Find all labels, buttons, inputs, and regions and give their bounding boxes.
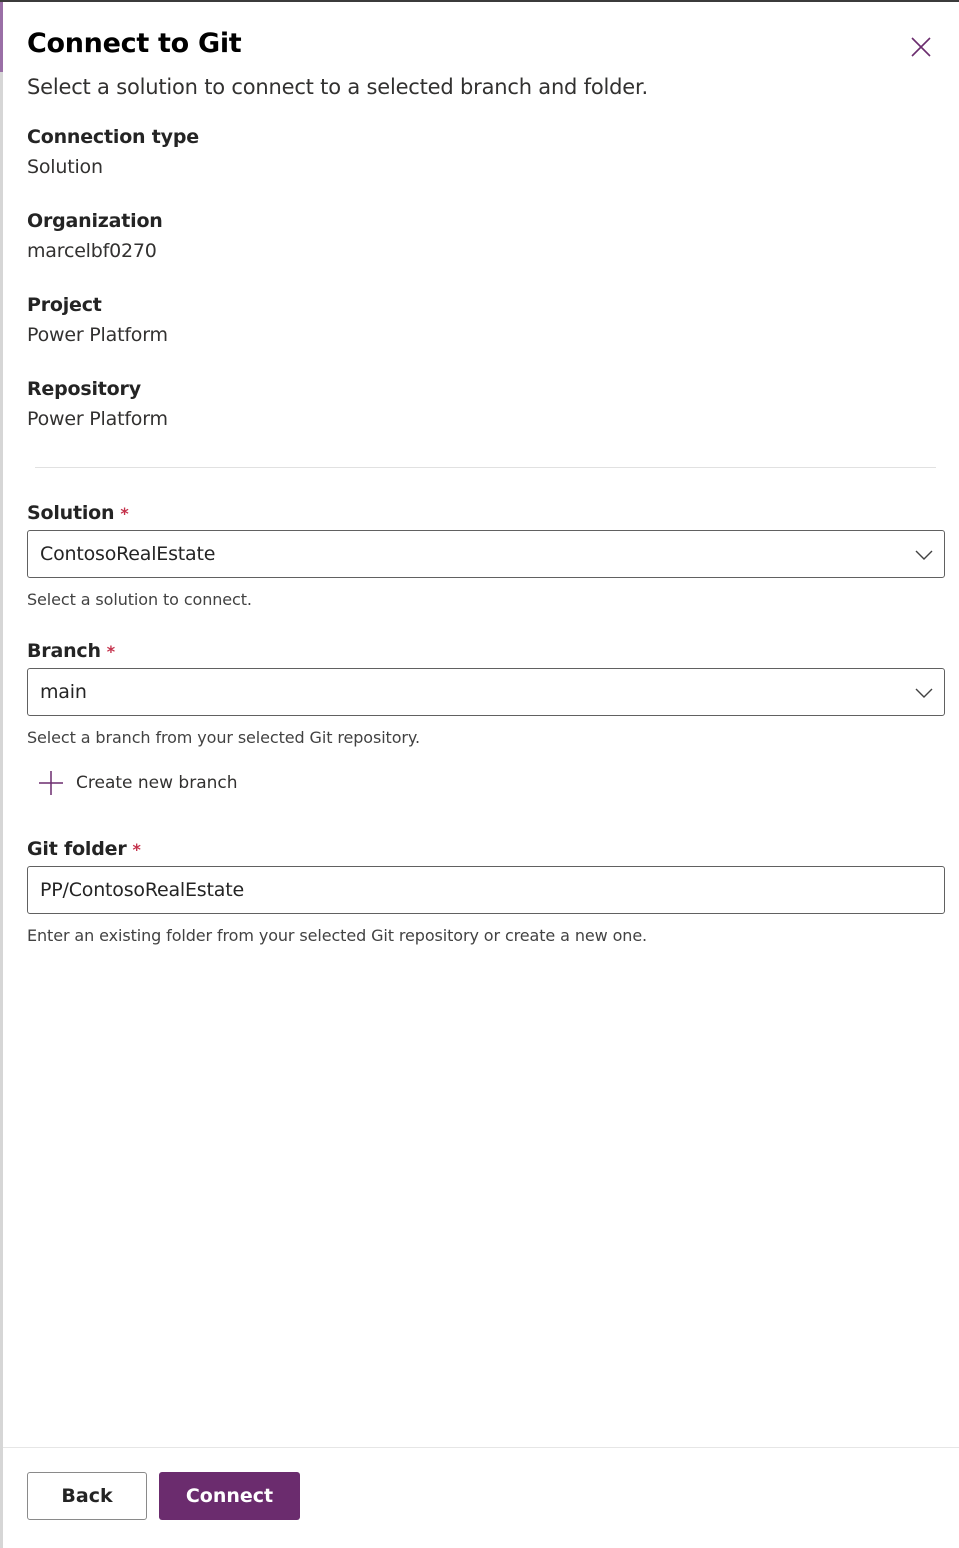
git-folder-field <box>27 838 945 945</box>
git-folder-input[interactable] <box>27 866 945 914</box>
create-new-branch-label: Create new branch <box>76 773 238 793</box>
project-info <box>27 294 168 346</box>
solution-value: ContosoRealEstate <box>40 543 216 565</box>
branch-value: main <box>40 681 87 703</box>
connect-button[interactable]: Connect <box>159 1472 300 1520</box>
branch-help: Select a branch from your selected Git repository. <box>27 728 420 747</box>
required-marker: * <box>132 840 141 859</box>
info-label: Project <box>27 294 102 316</box>
required-marker: * <box>120 504 129 523</box>
background-accent <box>0 2 3 72</box>
window-top-border <box>0 0 959 2</box>
footer-divider <box>3 1447 959 1448</box>
branch-field <box>27 640 945 747</box>
info-value: Power Platform <box>27 324 168 346</box>
dialog-subtitle: Select a solution to connect to a selected branch and folder. <box>27 75 648 99</box>
info-label: Repository <box>27 378 141 400</box>
solution-label: Solution <box>27 502 115 524</box>
solution-dropdown[interactable] <box>27 530 945 578</box>
git-folder-help: Enter an existing folder from your selected Git repository or create a new one. <box>27 926 648 945</box>
close-icon[interactable] <box>908 34 934 60</box>
info-label: Organization <box>27 210 163 232</box>
repository-info <box>27 378 168 430</box>
git-folder-label: Git folder <box>27 838 127 860</box>
branch-dropdown[interactable] <box>27 668 945 716</box>
background-page-edge <box>0 2 3 1548</box>
connection-type-info <box>27 126 199 178</box>
git-folder-value: PP/ContosoRealEstate <box>40 879 244 901</box>
plus-icon <box>38 770 64 796</box>
organization-info <box>27 210 163 262</box>
dialog-title: Connect to Git <box>27 28 242 59</box>
chevron-down-icon <box>914 683 934 703</box>
required-marker: * <box>106 642 116 661</box>
solution-field <box>27 502 945 609</box>
info-value: marcelbf0270 <box>27 240 157 262</box>
divider <box>35 467 936 468</box>
chevron-down-icon <box>914 545 934 565</box>
create-new-branch-button[interactable] <box>38 770 238 796</box>
solution-help: Select a solution to connect. <box>27 590 252 609</box>
branch-label: Branch <box>27 640 101 662</box>
back-button[interactable]: Back <box>27 1472 147 1520</box>
info-value: Solution <box>27 156 103 178</box>
info-value: Power Platform <box>27 408 168 430</box>
info-label: Connection type <box>27 126 199 148</box>
